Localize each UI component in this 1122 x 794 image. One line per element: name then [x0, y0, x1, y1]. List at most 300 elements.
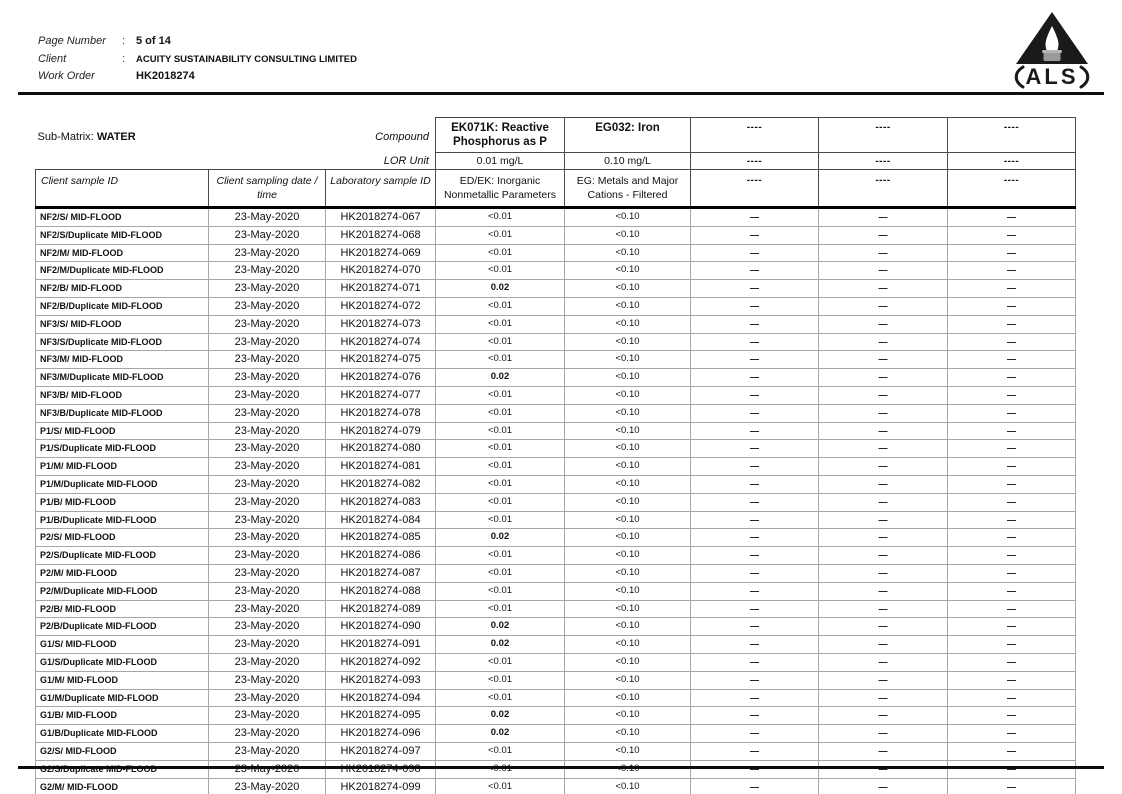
- table-row: [36, 422, 1076, 440]
- reactive-phosphorus-value-cell: <0.01: [436, 262, 565, 280]
- compound-header-iron: EG032: Iron: [565, 118, 691, 153]
- empty-value-cell: —: [948, 351, 1076, 369]
- iron-value-cell: <0.10: [565, 547, 691, 565]
- client-sample-id-cell: NF3/S/Duplicate MID-FLOOD: [36, 333, 209, 351]
- sampling-date-cell: 23-May-2020: [209, 315, 326, 333]
- client-sample-id-cell: P1/M/ MID-FLOOD: [36, 458, 209, 476]
- table-row: [36, 600, 1076, 618]
- page-number-value: 5 of 14: [136, 35, 171, 47]
- empty-value-cell: —: [948, 280, 1076, 298]
- reactive-phosphorus-value-cell: <0.01: [436, 333, 565, 351]
- client-sample-id-cell: NF3/S/ MID-FLOOD: [36, 315, 209, 333]
- empty-value-cell: —: [819, 582, 948, 600]
- empty-value-cell: —: [948, 404, 1076, 422]
- lor-unit-label: LOR Unit: [36, 153, 436, 170]
- empty-value-cell: —: [691, 671, 819, 689]
- table-row: [36, 458, 1076, 476]
- empty-value-cell: —: [691, 333, 819, 351]
- lab-sample-id-cell: HK2018274-075: [326, 351, 436, 369]
- sampling-date-cell: 23-May-2020: [209, 742, 326, 760]
- reactive-phosphorus-value-cell: <0.01: [436, 600, 565, 618]
- empty-value-cell: —: [819, 315, 948, 333]
- empty-value-cell: —: [691, 600, 819, 618]
- iron-value-cell: <0.10: [565, 689, 691, 707]
- reactive-phosphorus-value-cell: 0.02: [436, 618, 565, 636]
- reactive-phosphorus-value-cell: <0.01: [436, 778, 565, 794]
- reactive-phosphorus-value-cell: <0.01: [436, 653, 565, 671]
- table-row: [36, 351, 1076, 369]
- empty-value-cell: —: [948, 208, 1076, 227]
- lab-sample-id-cell: HK2018274-079: [326, 422, 436, 440]
- empty-value-cell: —: [819, 244, 948, 262]
- client-sample-id-cell: P1/B/Duplicate MID-FLOOD: [36, 511, 209, 529]
- empty-value-cell: —: [948, 778, 1076, 794]
- sampling-date-cell: 23-May-2020: [209, 262, 326, 280]
- table-row: [36, 618, 1076, 636]
- client-value: ACUITY SUSTAINABILITY CONSULTING LIMITED: [136, 53, 357, 65]
- compound-header-reactive-phosphorus: EK071K: Reactive Phosphorus as P: [436, 118, 565, 153]
- method-group-inorganic-nonmetallic: ED/EK: Inorganic Nonmetallic Parameters: [436, 170, 565, 208]
- empty-value-cell: —: [948, 707, 1076, 725]
- empty-value-cell: —: [691, 404, 819, 422]
- empty-value-cell: —: [691, 707, 819, 725]
- method-group-metals-filtered: EG: Metals and Major Cations - Filtered: [565, 170, 691, 208]
- table-body: [36, 208, 1076, 794]
- iron-value-cell: [565, 760, 691, 778]
- lab-sample-id-cell: HK2018274-092: [326, 653, 436, 671]
- reactive-phosphorus-value-cell: 0.02: [436, 707, 565, 725]
- table-row: [36, 511, 1076, 529]
- reactive-phosphorus-value-cell: <0.01: [436, 297, 565, 315]
- table-row: [36, 529, 1076, 547]
- empty-value-cell: —: [819, 351, 948, 369]
- empty-value-cell: —: [691, 511, 819, 529]
- method-group-empty-3: ----: [948, 170, 1076, 208]
- empty-value-cell: —: [691, 386, 819, 404]
- table-row: [36, 725, 1076, 743]
- empty-value-cell: [691, 760, 819, 778]
- empty-value-cell: —: [948, 547, 1076, 565]
- lab-sample-id-cell: HK2018274-091: [326, 636, 436, 654]
- empty-value-cell: —: [819, 529, 948, 547]
- lab-sample-id-cell: HK2018274-070: [326, 262, 436, 280]
- iron-value-cell: <0.10: [565, 725, 691, 743]
- table-row: [36, 440, 1076, 458]
- iron-value-cell: <0.10: [565, 778, 691, 794]
- empty-value-cell: —: [691, 493, 819, 511]
- iron-value-cell: <0.10: [565, 262, 691, 280]
- empty-value-cell: —: [948, 440, 1076, 458]
- lab-sample-id-cell: HK2018274-093: [326, 671, 436, 689]
- empty-value-cell: —: [948, 333, 1076, 351]
- empty-value-cell: —: [691, 689, 819, 707]
- table-row: [36, 369, 1076, 387]
- sampling-date-cell: 23-May-2020: [209, 689, 326, 707]
- reactive-phosphorus-value-cell: <0.01: [436, 493, 565, 511]
- empty-value-cell: —: [819, 280, 948, 298]
- client-sample-id-cell: G1/B/ MID-FLOOD: [36, 707, 209, 725]
- empty-value-cell: —: [819, 600, 948, 618]
- sampling-date-cell: 23-May-2020: [209, 653, 326, 671]
- sampling-date-cell: 23-May-2020: [209, 547, 326, 565]
- sampling-date-cell: 23-May-2020: [209, 333, 326, 351]
- lab-sample-id-cell: HK2018274-095: [326, 707, 436, 725]
- svg-text:ALS: ALS: [1025, 64, 1079, 89]
- lab-sample-id-cell: HK2018274-069: [326, 244, 436, 262]
- empty-value-cell: —: [691, 725, 819, 743]
- empty-value-cell: —: [948, 582, 1076, 600]
- table-bottom-divider: [18, 766, 1104, 769]
- lor-iron: 0.10 mg/L: [565, 153, 691, 170]
- column-header-lab-sample-id: Laboratory sample ID: [326, 170, 436, 208]
- empty-value-cell: —: [948, 529, 1076, 547]
- empty-value-cell: —: [948, 262, 1076, 280]
- lor-empty-3: ----: [948, 153, 1076, 170]
- sampling-date-cell: 23-May-2020: [209, 778, 326, 794]
- empty-value-cell: —: [819, 297, 948, 315]
- reactive-phosphorus-value-cell: <0.01: [436, 244, 565, 262]
- reactive-phosphorus-value-cell: [436, 760, 565, 778]
- empty-value-cell: —: [691, 742, 819, 760]
- table-row: [36, 671, 1076, 689]
- client-sample-id-cell: NF3/B/Duplicate MID-FLOOD: [36, 404, 209, 422]
- sampling-date-cell: 23-May-2020: [209, 600, 326, 618]
- client-sample-id-cell: G2/S/ MID-FLOOD: [36, 742, 209, 760]
- header-divider: [18, 92, 1104, 95]
- sampling-date-cell: 23-May-2020: [209, 244, 326, 262]
- empty-value-cell: —: [819, 422, 948, 440]
- empty-value-cell: —: [691, 244, 819, 262]
- iron-value-cell: <0.10: [565, 297, 691, 315]
- empty-value-cell: —: [691, 315, 819, 333]
- empty-value-cell: —: [819, 458, 948, 476]
- sub-matrix: [38, 131, 136, 143]
- empty-value-cell: —: [948, 653, 1076, 671]
- table-row: [36, 582, 1076, 600]
- empty-value-cell: —: [691, 280, 819, 298]
- page-number-separator: :: [122, 35, 126, 47]
- empty-value-cell: —: [691, 262, 819, 280]
- lab-sample-id-cell: HK2018274-087: [326, 564, 436, 582]
- client-sample-id-cell: NF2/S/ MID-FLOOD: [36, 208, 209, 227]
- lab-sample-id-cell: HK2018274-083: [326, 493, 436, 511]
- reactive-phosphorus-value-cell: <0.01: [436, 404, 565, 422]
- reactive-phosphorus-value-cell: 0.02: [436, 725, 565, 743]
- client-sample-id-cell: P2/M/ MID-FLOOD: [36, 564, 209, 582]
- empty-value-cell: —: [948, 297, 1076, 315]
- iron-value-cell: <0.10: [565, 671, 691, 689]
- client-sample-id-cell: NF2/S/Duplicate MID-FLOOD: [36, 226, 209, 244]
- empty-value-cell: —: [819, 208, 948, 227]
- client-row: [38, 51, 1104, 69]
- results-table: [35, 117, 1076, 794]
- lor-empty-2: ----: [819, 153, 948, 170]
- sampling-date-cell: 23-May-2020: [209, 475, 326, 493]
- sub-matrix-label: Sub-Matrix:: [37, 130, 94, 143]
- sampling-date-cell: 23-May-2020: [209, 529, 326, 547]
- sub-matrix-value: WATER: [96, 130, 136, 143]
- results-table-wrap: [35, 117, 1076, 794]
- empty-value-cell: —: [819, 333, 948, 351]
- client-sample-id-cell: NF2/B/ MID-FLOOD: [36, 280, 209, 298]
- empty-value-cell: —: [691, 369, 819, 387]
- lab-sample-id-cell: HK2018274-090: [326, 618, 436, 636]
- empty-value-cell: —: [691, 226, 819, 244]
- empty-value-cell: —: [819, 547, 948, 565]
- client-sample-id-cell: G1/M/Duplicate MID-FLOOD: [36, 689, 209, 707]
- sampling-date-cell: 23-May-2020: [209, 404, 326, 422]
- lab-sample-id-cell: HK2018274-094: [326, 689, 436, 707]
- column-header-sampling-date: Client sampling date / time: [209, 170, 326, 208]
- iron-value-cell: <0.10: [565, 707, 691, 725]
- empty-value-cell: —: [819, 226, 948, 244]
- iron-value-cell: <0.10: [565, 208, 691, 227]
- sampling-date-cell: 23-May-2020: [209, 582, 326, 600]
- lab-sample-id-cell: HK2018274-076: [326, 369, 436, 387]
- empty-value-cell: —: [819, 262, 948, 280]
- empty-value-cell: —: [819, 671, 948, 689]
- empty-value-cell: —: [948, 671, 1076, 689]
- sampling-date-cell: 23-May-2020: [209, 493, 326, 511]
- lab-sample-id-cell: HK2018274-081: [326, 458, 436, 476]
- reactive-phosphorus-value-cell: 0.02: [436, 529, 565, 547]
- sampling-date-cell: 23-May-2020: [209, 280, 326, 298]
- empty-value-cell: —: [819, 511, 948, 529]
- table-row: [36, 689, 1076, 707]
- sampling-date-cell: 23-May-2020: [209, 351, 326, 369]
- als-logo: [1004, 10, 1100, 90]
- lab-sample-id-cell: HK2018274-073: [326, 315, 436, 333]
- iron-value-cell: <0.10: [565, 582, 691, 600]
- empty-value-cell: —: [948, 369, 1076, 387]
- lab-sample-id-cell: HK2018274-099: [326, 778, 436, 794]
- client-sample-id-cell: P2/S/ MID-FLOOD: [36, 529, 209, 547]
- table-row: [36, 564, 1076, 582]
- empty-value-cell: —: [819, 440, 948, 458]
- client-sample-id-cell: [36, 760, 209, 778]
- compound-row-label: Compound: [375, 130, 429, 143]
- lab-sample-id-cell: HK2018274-085: [326, 529, 436, 547]
- reactive-phosphorus-value-cell: 0.02: [436, 369, 565, 387]
- lab-sample-id-cell: HK2018274-086: [326, 547, 436, 565]
- reactive-phosphorus-value-cell: 0.02: [436, 280, 565, 298]
- iron-value-cell: <0.10: [565, 369, 691, 387]
- empty-value-cell: —: [819, 475, 948, 493]
- empty-value-cell: —: [948, 315, 1076, 333]
- client-sample-id-cell: NF3/M/ MID-FLOOD: [36, 351, 209, 369]
- empty-value-cell: —: [691, 440, 819, 458]
- empty-value-cell: —: [819, 493, 948, 511]
- reactive-phosphorus-value-cell: <0.01: [436, 226, 565, 244]
- empty-value-cell: —: [819, 778, 948, 794]
- lab-sample-id-cell: HK2018274-077: [326, 386, 436, 404]
- client-sample-id-cell: G1/B/Duplicate MID-FLOOD: [36, 725, 209, 743]
- iron-value-cell: <0.10: [565, 653, 691, 671]
- method-group-empty-1: ----: [691, 170, 819, 208]
- iron-value-cell: <0.10: [565, 333, 691, 351]
- empty-value-cell: —: [948, 422, 1076, 440]
- reactive-phosphorus-value-cell: <0.01: [436, 671, 565, 689]
- reactive-phosphorus-value-cell: <0.01: [436, 547, 565, 565]
- client-sample-id-cell: G1/M/ MID-FLOOD: [36, 671, 209, 689]
- empty-value-cell: —: [691, 582, 819, 600]
- sampling-date-cell: [209, 760, 326, 778]
- column-header-row: [36, 170, 1076, 208]
- iron-value-cell: <0.10: [565, 404, 691, 422]
- compound-header-empty-1: ----: [691, 118, 819, 153]
- lab-sample-id-cell: HK2018274-097: [326, 742, 436, 760]
- lab-sample-id-cell: HK2018274-088: [326, 582, 436, 600]
- work-order-row: [38, 68, 1104, 86]
- lab-sample-id-cell: HK2018274-072: [326, 297, 436, 315]
- empty-value-cell: —: [948, 725, 1076, 743]
- client-sample-id-cell: NF3/M/Duplicate MID-FLOOD: [36, 369, 209, 387]
- empty-value-cell: —: [948, 600, 1076, 618]
- sampling-date-cell: 23-May-2020: [209, 440, 326, 458]
- reactive-phosphorus-value-cell: <0.01: [436, 475, 565, 493]
- reactive-phosphorus-value-cell: <0.01: [436, 582, 565, 600]
- reactive-phosphorus-value-cell: <0.01: [436, 564, 565, 582]
- empty-value-cell: —: [691, 458, 819, 476]
- empty-value-cell: —: [691, 636, 819, 654]
- work-order-separator: [122, 68, 136, 86]
- reactive-phosphorus-value-cell: 0.02: [436, 636, 565, 654]
- iron-value-cell: <0.10: [565, 529, 691, 547]
- lab-sample-id-cell: HK2018274-074: [326, 333, 436, 351]
- table-row: [36, 280, 1076, 298]
- iron-value-cell: <0.10: [565, 742, 691, 760]
- reactive-phosphorus-value-cell: <0.01: [436, 511, 565, 529]
- lab-sample-id-cell: [326, 760, 436, 778]
- reactive-phosphorus-value-cell: <0.01: [436, 208, 565, 227]
- table-row: [36, 742, 1076, 760]
- lab-sample-id-cell: HK2018274-078: [326, 404, 436, 422]
- empty-value-cell: —: [691, 351, 819, 369]
- empty-value-cell: —: [691, 422, 819, 440]
- sampling-date-cell: 23-May-2020: [209, 458, 326, 476]
- empty-value-cell: —: [691, 653, 819, 671]
- empty-value-cell: —: [691, 529, 819, 547]
- sampling-date-cell: 23-May-2020: [209, 564, 326, 582]
- client-sample-id-cell: NF3/B/ MID-FLOOD: [36, 386, 209, 404]
- reactive-phosphorus-value-cell: <0.01: [436, 458, 565, 476]
- table-row: [36, 707, 1076, 725]
- iron-value-cell: <0.10: [565, 564, 691, 582]
- empty-value-cell: —: [948, 226, 1076, 244]
- empty-value-cell: [819, 760, 948, 778]
- empty-value-cell: —: [948, 493, 1076, 511]
- empty-value-cell: —: [691, 547, 819, 565]
- lab-sample-id-cell: HK2018274-084: [326, 511, 436, 529]
- iron-value-cell: <0.10: [565, 475, 691, 493]
- sampling-date-cell: 23-May-2020: [209, 671, 326, 689]
- empty-value-cell: —: [819, 564, 948, 582]
- empty-value-cell: —: [948, 742, 1076, 760]
- table-row: [36, 297, 1076, 315]
- reactive-phosphorus-value-cell: <0.01: [436, 422, 565, 440]
- reactive-phosphorus-value-cell: <0.01: [436, 440, 565, 458]
- sampling-date-cell: 23-May-2020: [209, 422, 326, 440]
- lab-sample-id-cell: HK2018274-067: [326, 208, 436, 227]
- empty-value-cell: —: [948, 244, 1076, 262]
- page-number-label: Page Number: [38, 35, 106, 47]
- compound-header-empty-3: ----: [948, 118, 1076, 153]
- table-row: [36, 760, 1076, 778]
- sampling-date-cell: 23-May-2020: [209, 226, 326, 244]
- column-header-client-sample-id: Client sample ID: [36, 170, 209, 208]
- client-sample-id-cell: G1/S/ MID-FLOOD: [36, 636, 209, 654]
- page-header: [38, 33, 1104, 86]
- client-sample-id-cell: P2/B/ MID-FLOOD: [36, 600, 209, 618]
- table-row: [36, 226, 1076, 244]
- sampling-date-cell: 23-May-2020: [209, 511, 326, 529]
- lab-sample-id-cell: HK2018274-080: [326, 440, 436, 458]
- empty-value-cell: —: [691, 475, 819, 493]
- iron-value-cell: <0.10: [565, 386, 691, 404]
- table-row: [36, 333, 1076, 351]
- compound-header-row: [36, 118, 1076, 153]
- als-logo-icon: [1004, 10, 1100, 90]
- table-row: [36, 653, 1076, 671]
- client-sample-id-cell: P1/M/Duplicate MID-FLOOD: [36, 475, 209, 493]
- sampling-date-cell: 23-May-2020: [209, 618, 326, 636]
- empty-value-cell: —: [819, 725, 948, 743]
- table-row: [36, 636, 1076, 654]
- empty-value-cell: —: [948, 618, 1076, 636]
- method-group-empty-2: ----: [819, 170, 948, 208]
- empty-value-cell: —: [948, 689, 1076, 707]
- sampling-date-cell: 23-May-2020: [209, 297, 326, 315]
- table-row: [36, 475, 1076, 493]
- client-sample-id-cell: NF2/B/Duplicate MID-FLOOD: [36, 297, 209, 315]
- empty-value-cell: —: [819, 653, 948, 671]
- lor-empty-1: ----: [691, 153, 819, 170]
- empty-value-cell: —: [948, 475, 1076, 493]
- empty-value-cell: —: [819, 689, 948, 707]
- table-row: [36, 386, 1076, 404]
- empty-value-cell: —: [948, 458, 1076, 476]
- iron-value-cell: <0.10: [565, 280, 691, 298]
- empty-value-cell: —: [819, 636, 948, 654]
- empty-value-cell: —: [948, 636, 1076, 654]
- reactive-phosphorus-value-cell: <0.01: [436, 742, 565, 760]
- empty-value-cell: —: [691, 297, 819, 315]
- iron-value-cell: <0.10: [565, 493, 691, 511]
- client-sample-id-cell: G1/S/Duplicate MID-FLOOD: [36, 653, 209, 671]
- table-row: [36, 315, 1076, 333]
- client-sample-id-cell: P1/S/Duplicate MID-FLOOD: [36, 440, 209, 458]
- empty-value-cell: [948, 760, 1076, 778]
- client-sample-id-cell: P1/S/ MID-FLOOD: [36, 422, 209, 440]
- iron-value-cell: <0.10: [565, 618, 691, 636]
- empty-value-cell: —: [691, 618, 819, 636]
- sampling-date-cell: 23-May-2020: [209, 369, 326, 387]
- iron-value-cell: <0.10: [565, 422, 691, 440]
- reactive-phosphorus-value-cell: <0.01: [436, 689, 565, 707]
- iron-value-cell: <0.10: [565, 440, 691, 458]
- work-order-value: HK2018274: [136, 70, 195, 82]
- table-row: [36, 547, 1076, 565]
- client-sample-id-cell: P2/B/Duplicate MID-FLOOD: [36, 618, 209, 636]
- client-sample-id-cell: NF2/M/ MID-FLOOD: [36, 244, 209, 262]
- empty-value-cell: —: [819, 707, 948, 725]
- client-sample-id-cell: P1/B/ MID-FLOOD: [36, 493, 209, 511]
- page-number-row: [38, 33, 1104, 51]
- empty-value-cell: —: [819, 386, 948, 404]
- empty-value-cell: —: [691, 564, 819, 582]
- lab-sample-id-cell: HK2018274-068: [326, 226, 436, 244]
- empty-value-cell: —: [691, 208, 819, 227]
